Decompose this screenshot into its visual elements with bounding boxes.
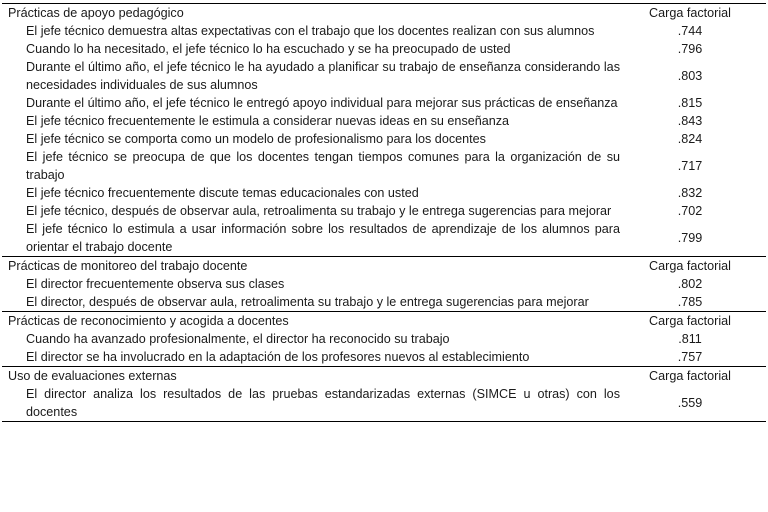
table-row (2, 130, 766, 148)
table-row (2, 58, 766, 94)
table-row (2, 348, 766, 366)
factor-loadings-table (2, 3, 766, 422)
column-header: Carga factorial (649, 259, 731, 273)
table-row (2, 220, 766, 256)
item-value: .717 (677, 159, 703, 173)
table-row (2, 112, 766, 130)
item-value: .744 (677, 24, 703, 38)
section-title: Uso de evaluaciones externas (8, 369, 177, 383)
item-text: El director se ha involucrado en la adaptación de los profesores nuevos al establecimiento (26, 350, 530, 364)
section-title: Prácticas de reconocimiento y acogida a docentes (8, 314, 289, 328)
column-header: Carga factorial (649, 6, 731, 20)
item-value: .796 (677, 42, 703, 56)
item-text: Durante el último año, el jefe técnico le entregó apoyo individual para mejorar sus prácticas de enseñanza (26, 96, 618, 110)
item-value: .824 (677, 132, 703, 146)
section-header (2, 4, 766, 22)
section-header (2, 312, 766, 330)
table-row (2, 94, 766, 112)
table-row (2, 40, 766, 58)
table-row (2, 330, 766, 348)
table-row (2, 184, 766, 202)
column-header: Carga factorial (649, 314, 731, 328)
item-value: .559 (677, 396, 703, 410)
item-text: El jefe técnico demuestra altas expectativas con el trabajo que los docentes realizan con sus alumnos (26, 24, 595, 38)
item-value: .803 (677, 69, 703, 83)
item-value: .843 (677, 114, 703, 128)
item-value: .799 (677, 231, 703, 245)
item-text: Cuando ha avanzado profesionalmente, el director ha reconocido su trabajo (26, 332, 450, 346)
column-header: Carga factorial (649, 369, 731, 383)
table-row (2, 148, 766, 184)
section-header (2, 367, 766, 385)
item-text: El jefe técnico se comporta como un modelo de profesionalismo para los docentes (26, 132, 486, 146)
item-value: .811 (678, 332, 702, 346)
item-text: El director, después de observar aula, retroalimenta su trabajo y le entrega sugerencias para mejorar (26, 295, 589, 309)
item-value: .802 (677, 277, 703, 291)
item-text: Durante el último año, el jefe técnico le ha ayudado a planificar su trabajo de enseñanza considerando las necesidades individuales de sus alumnos (26, 60, 620, 92)
table-row (2, 385, 766, 421)
table-row (2, 202, 766, 220)
item-value: .702 (677, 204, 703, 218)
item-value: .815 (677, 96, 703, 110)
item-value: .757 (677, 350, 703, 364)
item-text: El director analiza los resultados de las pruebas estandarizadas externas (SIMCE u otras) con los docentes (26, 387, 620, 419)
item-text: El jefe técnico lo estimula a usar información sobre los resultados de aprendizaje de los alumnos para orientar el trabajo docente (26, 222, 620, 254)
section-monitoreo (2, 256, 766, 311)
section-evaluaciones-externas (2, 366, 766, 422)
table-row (2, 293, 766, 311)
item-text: El jefe técnico frecuentemente discute temas educacionales con usted (26, 186, 419, 200)
item-text: El director frecuentemente observa sus clases (26, 277, 285, 291)
item-value: .785 (677, 295, 703, 309)
item-text: El jefe técnico se preocupa de que los docentes tengan tiempos comunes para la organización de su trabajo (26, 150, 620, 182)
section-title: Prácticas de apoyo pedagógico (8, 6, 184, 20)
section-header (2, 257, 766, 275)
section-apoyo-pedagogico (2, 3, 766, 256)
table-row (2, 275, 766, 293)
table-row (2, 22, 766, 40)
section-reconocimiento (2, 311, 766, 366)
item-text: El jefe técnico, después de observar aula, retroalimenta su trabajo y le entrega sugerencias para mejorar (26, 204, 612, 218)
section-title: Prácticas de monitoreo del trabajo docente (8, 259, 248, 273)
item-text: Cuando lo ha necesitado, el jefe técnico lo ha escuchado y se ha preocupado de usted (26, 42, 511, 56)
item-value: .832 (677, 186, 703, 200)
item-text: El jefe técnico frecuentemente le estimula a considerar nuevas ideas en su enseñanza (26, 114, 510, 128)
